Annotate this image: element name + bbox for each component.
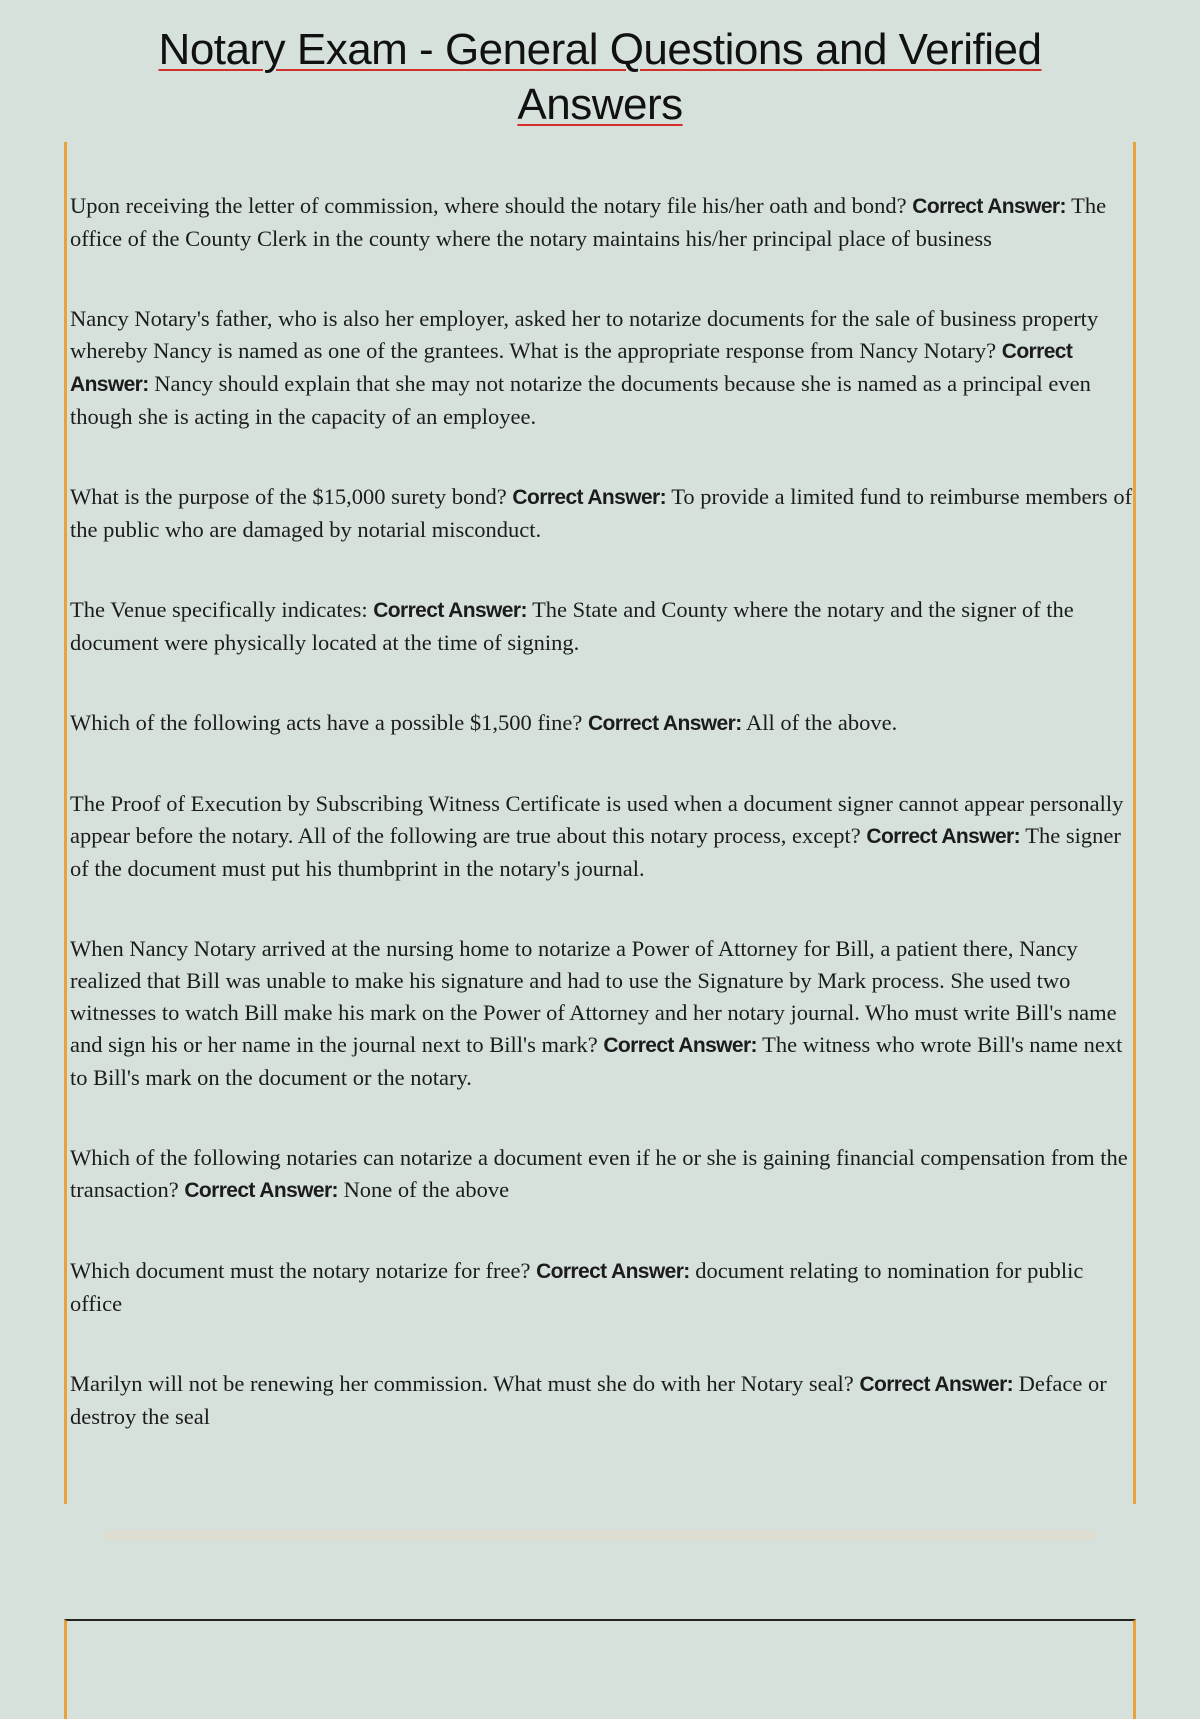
answer-text: All of the above. [745, 710, 898, 735]
question-text: Marilyn will not be renewing her commission. What must she do with her Notary seal? [70, 1371, 854, 1396]
section-divider [104, 1530, 1096, 1540]
question-text: Nancy Notary's father, who is also her employer, asked her to notarize documents for the sale of business property whereby Nancy is named as one of the grantees. What is the appropriate response from Nancy Notary? [70, 306, 1099, 363]
answer-text: The office of the County Clerk in the county where the notary maintains his/her principal place of business [70, 193, 1107, 251]
qa-item [70, 707, 1133, 740]
qa-item [70, 1255, 1133, 1320]
next-page-frame [64, 1619, 1136, 1719]
qa-section [64, 142, 1136, 1504]
answer-text: The witness who wrote Bill's name next to Bill's mark on the document or the notary. [70, 1032, 1123, 1090]
correct-answer-label: Correct Answer: [536, 1260, 690, 1283]
correct-answer-label: Correct Answer: [70, 340, 1073, 396]
answer-text: To provide a limited fund to reimburse members of the public who are damaged by notarial misconduct. [70, 484, 1133, 542]
correct-answer-label: Correct Answer: [184, 1179, 338, 1202]
correct-answer-label: Correct Answer: [866, 825, 1020, 848]
question-text: Upon receiving the letter of commission, where should the notary file his/her oath and bond? [70, 193, 907, 218]
correct-answer-label: Correct Answer: [587, 712, 742, 735]
qa-item [70, 1142, 1133, 1207]
correct-answer-label: Correct Answer: [912, 195, 1066, 218]
correct-answer-label: Correct Answer: [859, 1373, 1014, 1396]
qa-item [70, 481, 1133, 546]
qa-item [70, 303, 1133, 433]
question-text: What is the purpose of the $15,000 surety bond? [70, 484, 507, 509]
qa-item [70, 933, 1133, 1094]
qa-item [70, 788, 1133, 885]
answer-text: Deface or destroy the seal [70, 1371, 1107, 1429]
question-text: When Nancy Notary arrived at the nursing home to notarize a Power of Attorney for Bill, a patient there, Nancy realized that Bill was unable to make his signature and had to use the Signature by Mark process. She used two witnesses to watch Bill make his mark on the Power of Attorney and her notary journal. Who must write Bill's name and sign his or her name in the journal next to Bill's mark? [70, 936, 1117, 1057]
answer-text: The signer of the document must put his thumbprint in the notary's journal. [70, 823, 1121, 881]
answer-text: Nancy should explain that she may not notarize the documents because she is named as a principal even though she is acting in the capacity of an employee. [70, 371, 1091, 429]
correct-answer-label: Correct Answer: [512, 486, 667, 509]
qa-item [70, 1368, 1133, 1433]
question-text: The Proof of Execution by Subscribing Witness Certificate is used when a document signer cannot appear personally appear before the notary. All of the following are true about this notary process, except? [70, 791, 1124, 848]
correct-answer-label: Correct Answer: [603, 1034, 757, 1057]
question-text: Which of the following notaries can notarize a document even if he or she is gaining financial compensation from the transaction? [70, 1145, 1128, 1202]
page-title-line-1: Notary Exam - General Questions and Verified [158, 25, 1042, 74]
answer-text: document relating to nomination for public office [70, 1258, 1084, 1316]
answer-text: None of the above [343, 1177, 510, 1202]
question-text: Which document must the notary notarize for free? [70, 1258, 531, 1283]
page-title-line-2: Answers [517, 80, 683, 129]
correct-answer-label: Correct Answer: [373, 599, 527, 622]
question-text: Which of the following acts have a possible $1,500 fine? [70, 710, 583, 735]
page-title [60, 22, 1140, 132]
qa-list [70, 190, 1133, 1481]
answer-text: The State and County where the notary and the signer of the document were physically located at the time of signing. [70, 597, 1074, 655]
qa-item [70, 594, 1133, 659]
question-text: The Venue specifically indicates: [70, 597, 368, 622]
qa-item [70, 190, 1133, 255]
